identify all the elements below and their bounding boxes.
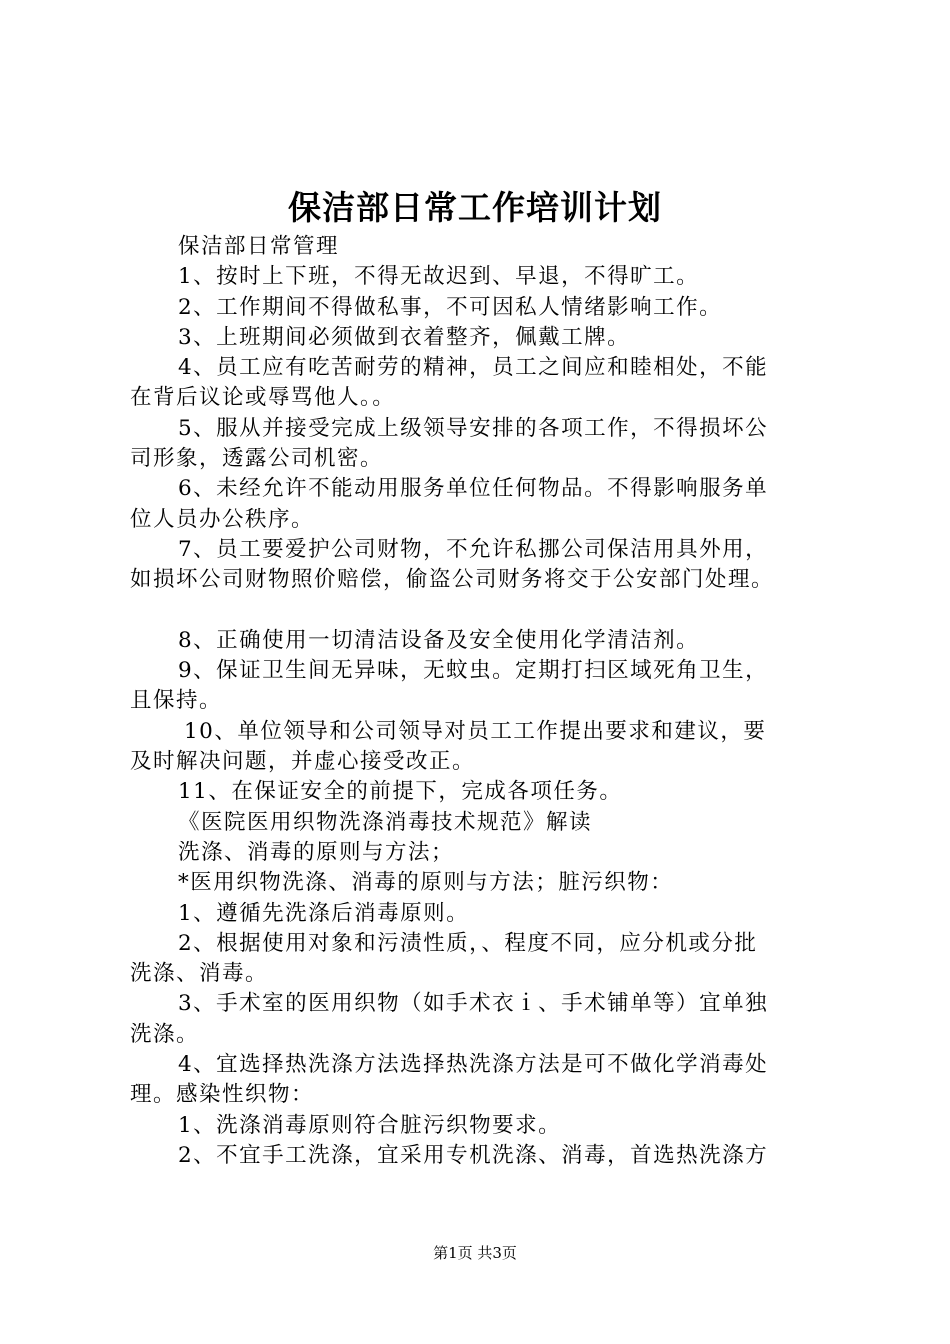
paragraph-line: 洗涤。 — [130, 1021, 200, 1047]
paragraph-line: 6、未经允许不能动用服务单位任何物品。不得影响服务单 — [178, 476, 769, 502]
paragraph-line: 4、宜选择热洗涤方法选择热洗涤方法是可不做化学消毒处 — [178, 1052, 769, 1078]
paragraph-line: 5、服从并接受完成上级领导安排的各项工作，不得损坏公 — [178, 415, 769, 441]
paragraph-line: 司形象，透露公司机密。 — [130, 446, 384, 472]
paragraph-line: 在背后议论或辱骂他人。。 — [130, 385, 396, 411]
paragraph-line: 如损坏公司财物照价赔偿，偷盗公司财务将交于公安部门处理。 — [130, 567, 775, 593]
document-body — [130, 232, 830, 1171]
paragraph-line: 9、保证卫生间无异味，无蚊虫。定期打扫区域死角卫生， — [178, 658, 769, 684]
paragraph-line: 1、按时上下班，不得无故迟到、早退，不得旷工。 — [178, 264, 700, 290]
paragraph-line: 洗涤、消毒。 — [130, 961, 269, 987]
paragraph-line: 7、员工要爱护公司财物，不允许私挪公司保洁用具外用， — [178, 536, 769, 562]
paragraph-line: 1、遵循先洗涤后消毒原则。 — [178, 900, 470, 926]
paragraph-line: 1、洗涤消毒原则符合脏污织物要求。 — [178, 1112, 562, 1138]
paragraph-line: 及时解决问题，并虚心接受改正。 — [130, 749, 476, 775]
paragraph-line: 10、单位领导和公司领导对员工工作提出要求和建议，要 — [184, 718, 767, 744]
page-number-footer: 第1页 共3页 — [433, 1244, 517, 1262]
paragraph-line: *医用织物洗涤、消毒的原则与方法；脏污织物： — [178, 870, 674, 896]
paragraph-line: 理。感染性织物： — [130, 1082, 315, 1108]
paragraph-line: 2、不宜手工洗涤，宜采用专机洗涤、消毒，首选热洗涤方 — [178, 1142, 769, 1168]
paragraph-line: 洗涤、消毒的原则与方法； — [178, 839, 455, 865]
document-title: 保洁部日常工作培训计划 — [288, 188, 662, 227]
paragraph-line: 8、正确使用一切清洁设备及安全使用化学清洁剂。 — [178, 627, 700, 653]
paragraph-line: 4、员工应有吃苦耐劳的精神，员工之间应和睦相处，不能 — [178, 355, 769, 381]
paragraph-line: 3、手术室的医用织物（如手术衣ｉ、手术铺单等）宜单独 — [178, 991, 769, 1017]
paragraph-line: 且保持。 — [130, 688, 223, 714]
paragraph-line: 位人员办公秩序。 — [130, 506, 315, 532]
paragraph-line: 2、根据使用对象和污渍性质，、程度不同，应分机或分批 — [178, 930, 758, 956]
section-heading: 《医院医用织物洗涤消毒技术规范》解读 — [178, 809, 593, 835]
paragraph-line: 11、在保证安全的前提下，完成各项任务。 — [178, 779, 623, 805]
section-heading: 保洁部日常管理 — [178, 234, 340, 259]
paragraph-line: 3、上班期间必须做到衣着整齐，佩戴工牌。 — [178, 324, 631, 350]
paragraph-line: 2、工作期间不得做私事，不可因私人情绪影响工作。 — [178, 294, 723, 320]
blank-line — [130, 596, 830, 626]
